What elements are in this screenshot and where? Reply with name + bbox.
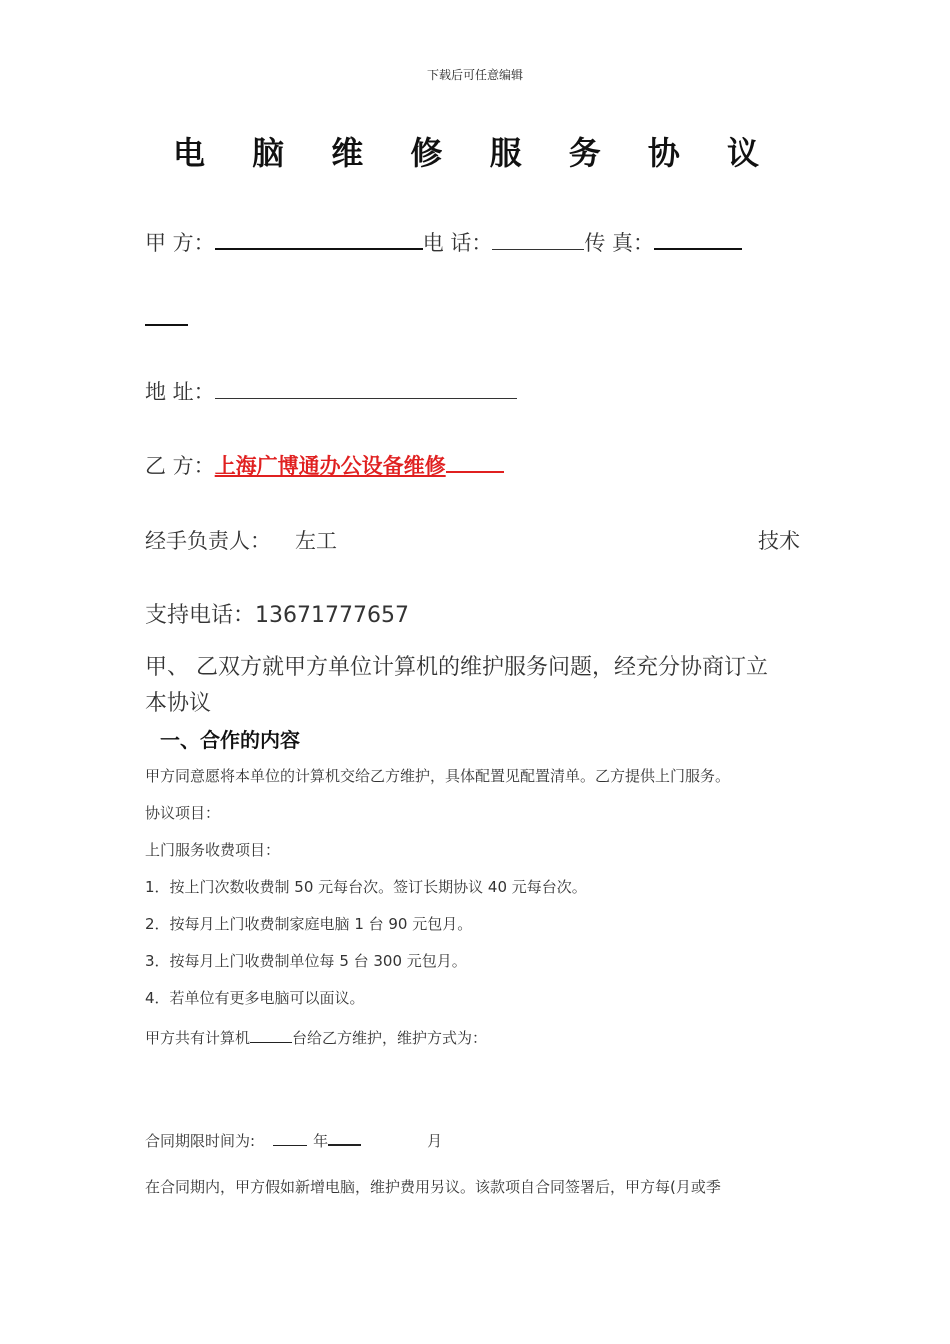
party-a-row — [145, 226, 742, 257]
paragraph-1: 甲方同意愿将本单位的计算机交给乙方维护，具体配置见配置清单。乙方提供上门服务。 — [145, 767, 731, 785]
manager-label: 经手负责人： — [145, 529, 271, 553]
list-item-1: 1．按上门次数收费制 50 元每台次。签订长期协议 40 元每台次。 — [145, 878, 587, 896]
term-row — [145, 1128, 442, 1151]
section-1-title: 一、合作的内容 — [160, 728, 300, 752]
term-year-field[interactable] — [273, 1129, 307, 1146]
list-item-2: 2．按每月上门收费制家庭电脑 1 台 90 元包月。 — [145, 915, 473, 933]
fax-field-continued[interactable] — [145, 302, 188, 326]
support-phone: 13671777657 — [255, 603, 409, 628]
term-label: 合同期限时间为: — [145, 1132, 256, 1150]
fax-label: 传 真： — [584, 231, 655, 255]
party-b-row — [145, 450, 504, 480]
term-month-label: 月 — [427, 1132, 443, 1150]
list-item-4: 4．若单位有更多电脑可以面议。 — [145, 989, 365, 1007]
computers-row — [145, 1026, 487, 1048]
term-year-label: 年 — [313, 1132, 329, 1150]
support-label: 支持电话： — [145, 603, 256, 628]
header-note: 下载后可任意编辑 — [426, 68, 523, 82]
support-row — [145, 598, 409, 629]
intro-line-1: 甲、 乙双方就甲方单位计算机的维护服务问题，经充分协商订立 — [145, 655, 768, 680]
party-a-label: 甲 方： — [145, 231, 215, 255]
term-month-field[interactable] — [328, 1128, 361, 1146]
party-b-underline — [446, 451, 504, 473]
computers-count-field[interactable] — [250, 1026, 292, 1043]
manager-row — [145, 525, 337, 555]
intro-line-2: 本协议 — [145, 691, 212, 716]
party-b-name: 上海广博通办公设备维修 — [214, 454, 446, 478]
paragraph-2: 协议项目： — [145, 804, 221, 822]
paragraph-3: 上门服务收费项目： — [145, 841, 281, 859]
address-row — [145, 376, 517, 406]
manager-name: 左工 — [295, 529, 337, 553]
list-item-3: 3．按每月上门收费制单位每 5 台 300 元包月。 — [145, 952, 467, 970]
address-label: 地 址： — [145, 380, 215, 404]
party-b-label: 乙 方： — [145, 454, 215, 478]
phone-label: 电 话： — [422, 231, 493, 255]
fax-field[interactable] — [654, 226, 742, 250]
party-a-field[interactable] — [215, 226, 423, 250]
phone-field[interactable] — [492, 229, 584, 250]
tech-label: 技术 — [758, 529, 800, 553]
last-paragraph: 在合同期内，甲方假如新增电脑，维护费用另议。该款项自合同签署后，甲方每(月或季 — [145, 1178, 721, 1196]
document-title: 电 脑 维 修 服 务 协 议 — [173, 134, 777, 172]
address-field[interactable] — [215, 378, 517, 399]
computers-post: 台给乙方维护，维护方式为： — [292, 1029, 488, 1047]
computers-pre: 甲方共有计算机 — [145, 1029, 251, 1047]
